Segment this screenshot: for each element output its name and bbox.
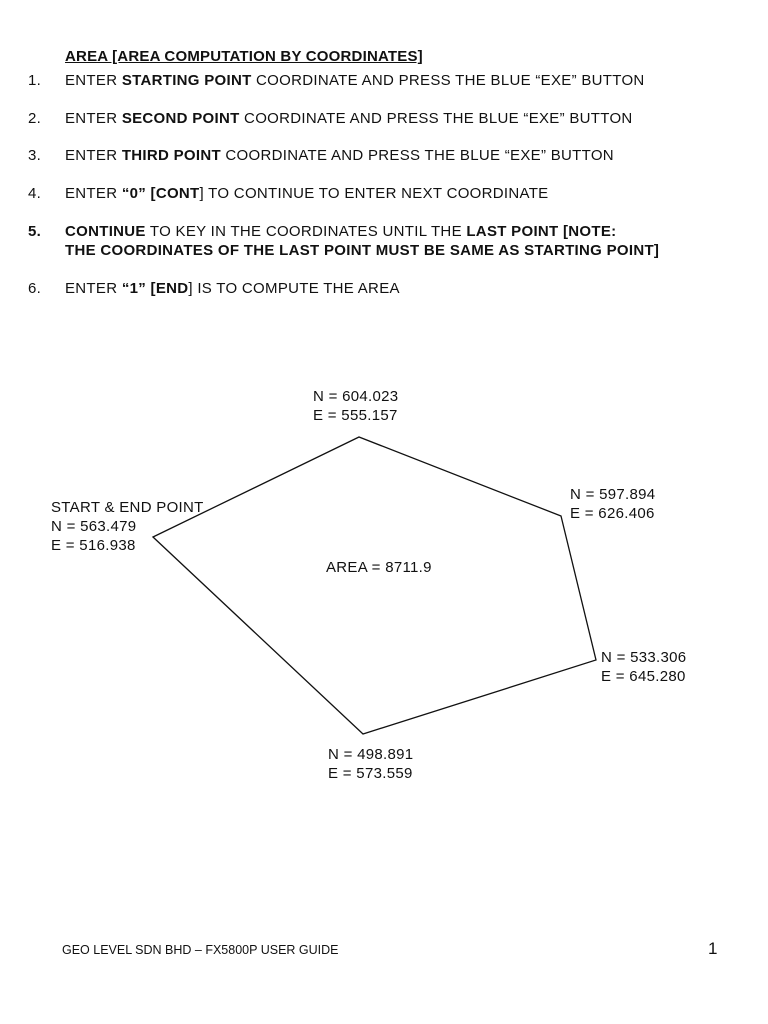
- vertex-northing: N = 597.894: [570, 486, 656, 503]
- step-text: COORDINATE AND PRESS THE BLUE “EXE” BUTTON: [251, 72, 645, 89]
- step-keyword: LAST POINT [NOTE:: [466, 223, 617, 240]
- vertex-northing: N = 563.479: [51, 518, 137, 535]
- footer-text: GEO LEVEL SDN BHD – FX5800P USER GUIDE: [62, 943, 339, 957]
- vertex-easting: E = 645.280: [601, 668, 686, 685]
- traverse-polygon: [153, 437, 596, 734]
- step-number: 1.: [28, 72, 42, 89]
- vertex-easting: E = 573.559: [328, 765, 413, 782]
- step-text: COORDINATE AND PRESS THE BLUE “EXE” BUTTON: [239, 110, 633, 127]
- step-number: 2.: [28, 110, 42, 127]
- step-number: 4.: [28, 185, 42, 202]
- vertex-easting: E = 516.938: [51, 537, 136, 554]
- step-keyword: STARTING POINT: [121, 72, 252, 89]
- step-keyword: CONTINUE: [65, 223, 146, 240]
- step-keyword: “1” [END: [121, 280, 189, 297]
- vertex-easting: E = 626.406: [570, 505, 655, 522]
- step-text: ENTER: [65, 185, 122, 202]
- vertex-4-label: [601, 648, 686, 686]
- step-number: 5.: [28, 223, 42, 240]
- vertex-2-label: [313, 387, 398, 425]
- step-keyword: THIRD POINT: [121, 147, 221, 164]
- page-number: 1: [708, 939, 718, 958]
- start-end-point-label: [51, 498, 204, 555]
- step-text: ] TO CONTINUE TO ENTER NEXT COORDINATE: [199, 185, 549, 202]
- step-number: 3.: [28, 147, 42, 164]
- step-text: ENTER: [65, 110, 122, 127]
- vertex-northing: N = 498.891: [328, 746, 414, 763]
- step-note: THE COORDINATES OF THE LAST POINT MUST BE SAME AS STARTING POINT]: [65, 242, 660, 259]
- vertex-northing: N = 604.023: [313, 388, 399, 405]
- start-end-caption: START & END POINT: [51, 499, 204, 516]
- vertex-easting: E = 555.157: [313, 407, 398, 424]
- step-text: ENTER: [65, 147, 122, 164]
- step-text: ENTER: [65, 72, 122, 89]
- vertex-3-label: [570, 485, 655, 523]
- step-keyword: SECOND POINT: [121, 110, 240, 127]
- step-number: 6.: [28, 280, 42, 297]
- step-keyword: “0” [CONT: [121, 185, 200, 202]
- step-text: COORDINATE AND PRESS THE BLUE “EXE” BUTTON: [220, 147, 614, 164]
- vertex-5-label: [328, 745, 413, 783]
- step-text: TO KEY IN THE COORDINATES UNTIL THE: [145, 223, 467, 240]
- area-label: AREA = 8711.9: [326, 559, 432, 576]
- step-text: ] IS TO COMPUTE THE AREA: [188, 280, 400, 297]
- page-title: AREA [AREA COMPUTATION BY COORDINATES]: [65, 48, 423, 65]
- step-text: ENTER: [65, 280, 122, 297]
- vertex-northing: N = 533.306: [601, 649, 687, 666]
